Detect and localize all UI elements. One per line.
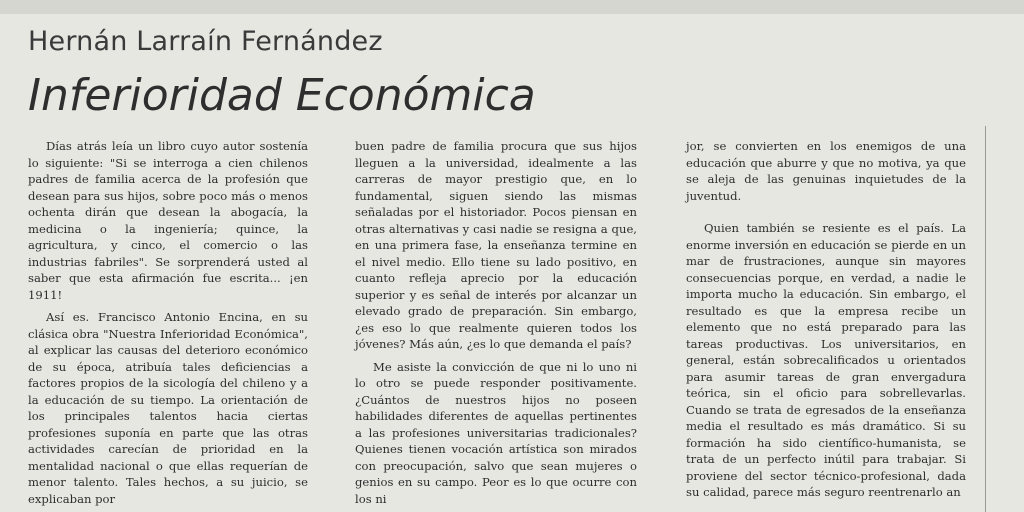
paragraph: Días atrás leía un libro cuyo autor sostenía lo siguiente: "Si se interroga a cien chilenos padres de familia acerca de la profesión que desean para sus hijos, sobre poco más o menos ochenta dirán que desean la abogacía, la medicina o la ingeniería; quince, la agricultura, y cinco, el comercio o las industrias fabriles". Se sorprenderá usted al saber que esta afirmación fue escrita... ¡en 1911! (28, 139, 308, 302)
article-title: Inferioridad Económica (28, 70, 536, 121)
article-column-3 (686, 138, 966, 501)
paragraph: jor, se convierten en los enemigos de una educación que aburre y que no motiva, ya que se aleja de las genuinas inquietudes de la juventud. (686, 139, 966, 203)
top-margin (0, 0, 1024, 14)
paragraph: buen padre de familia procura que sus hijos lleguen a la universidad, idealmente a las carreras de mayor prestigio que, en lo fundamental, siguen siendo las mismas señaladas por el historiador. Pocos piensan en otras alternativas y casi nadie se resigna a que, en una primera fase, la enseñanza termine en el nivel medio. Ello tiene su lado positivo, en cuanto refleja aprecio por la educación superior y es señal de interés por alcanzar un elevado grado de preparación. Sin embargo, ¿es eso lo que realmente quieren todos los jóvenes? Más aún, ¿es lo que demanda el país? (355, 139, 637, 351)
paragraph: Me asiste la convicción de que ni lo uno ni lo otro se puede responder positivamente. ¿Cuántos de nuestros hijos no poseen habilidades diferentes de aquellas pertinentes a las profesiones universitarias tradicionales? Quienes tienen vocación artística son mirados con preocupación, salvo que sean mujeres o genios en su campo. Peor es lo que ocurre con los ni (355, 359, 637, 506)
paragraph: Quien también se resiente es el país. La enorme inversión en educación se pierde en un mar de frustraciones, aunque sin mayores consecuencias porque, en verdad, a nadie le importa mucho la educación. Sin embargo, el resultado es que la empresa recibe un elemento que no está preparado para las tareas productivas. Los universitarios, en general, están sobrecalificados u orientados para asumir tareas de gran envergadura teórica, sin el oficio para sobrellevarlas. Cuando se trata de egresados de la enseñanza media el resultado es más dramático. Si su formación ha sido científico-humanista, se trata de un perfecto inútil para trabajar. Si proviene del sector técnico-profesional, dada su calidad, parece más seguro reentrenarlo an (686, 221, 966, 499)
article-column-2 (355, 138, 637, 507)
article-author: Hernán Larraín Fernández (28, 26, 383, 57)
paragraph: Así es. Francisco Antonio Encina, en su clásica obra "Nuestra Inferioridad Económica", al explicar las causas del deterioro económico de su época, atribuía tales deficiencias a factores propios de la sicología del chileno y a la educación de su tiempo. La orientación de los principales talentos hacia ciertas profesiones suponía en parte que las otras actividades carecían de prioridad en la mentalidad nacional o que ellas requerían de menor talento. Tales hechos, a su juicio, se explicaban por (28, 310, 308, 506)
column-divider (985, 126, 986, 512)
article-column-1 (28, 138, 308, 507)
